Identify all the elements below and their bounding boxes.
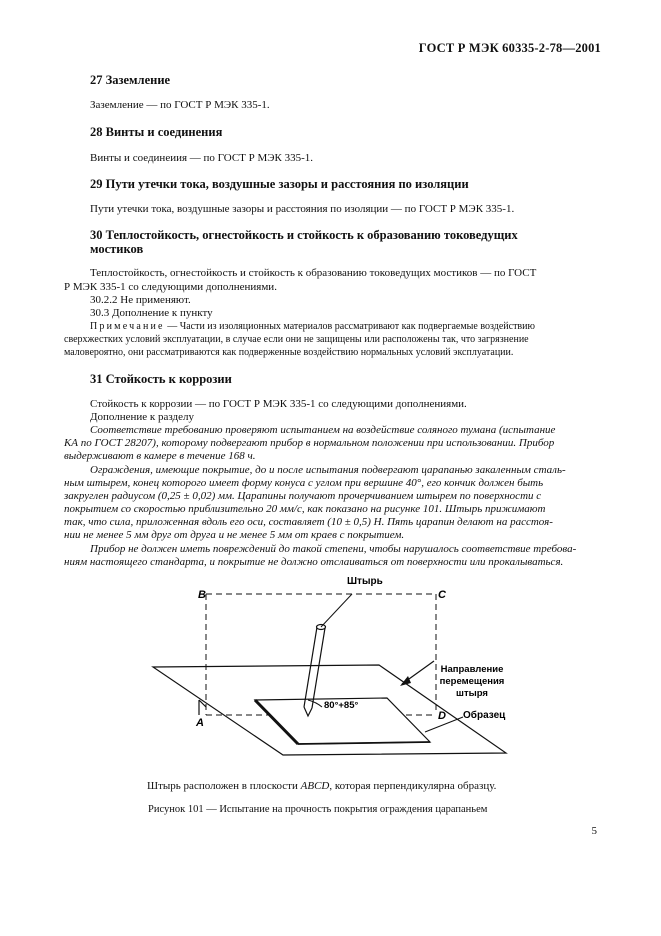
section-31-p2-line-2: ным штырем, конец которого имеет форму конуса с углом при вершине 40°, его кончик должен быть [64, 477, 544, 489]
section-30-item-1: 30.2.2 Не применяют. [90, 294, 191, 306]
section-31-p1-line-2: КА по ГОСТ 28207), которому подвергают прибор в нормальном положении при использовании. Прибор [64, 437, 555, 449]
label-a: A [196, 717, 204, 729]
section-30-item-2: 30.3 Дополнение к пункту [90, 307, 213, 319]
section-31-p1-line-3: выдерживают в камере в течение 168 ч. [64, 450, 256, 462]
section-31-p2-line-3: закруглен радиусом (0,25 ± 0,02) мм. Царапины получают прочерчиванием штырем по поверхности с [64, 490, 542, 502]
direction-label-line-1: Направление [440, 664, 504, 675]
section-27-title: 27 Заземление [90, 73, 171, 87]
label-b: B [198, 589, 206, 601]
section-27-text: Заземление — по ГОСТ Р МЭК 335-1. [90, 99, 270, 111]
pin-label: Штырь [347, 576, 383, 587]
caption-plane-name: ABCD [300, 780, 330, 792]
section-31-p2-line-5: так, что сила, приложенная вдоль его оси, составляет (10 ± 0,5) Н. Пять царапин делают на расстоя- [64, 516, 553, 528]
note-text: — Части из изоляционных материалов рассматривают как подвергаемые воздействию [164, 321, 535, 332]
section-31-text-line-1: Стойкость к коррозии — по ГОСТ Р МЭК 335-1 со следующими дополнениями. [90, 398, 467, 410]
section-29-title: 29 Пути утечки тока, воздушные зазоры и расстояния по изоляции [90, 177, 469, 191]
section-31-p2-line-4: покрытием со скоростью приблизительно 20 мм/с, как показано на рисунке 101. Штырь прижимают [64, 503, 546, 515]
section-31-p1-line-1: Соответствие требованию проверяют испытанием на воздействие соляного тумана (испытание [90, 424, 556, 436]
section-31-p2-line-6: нии не менее 5 мм друг от друга и не менее 5 мм от краев с покрытием. [64, 529, 405, 541]
section-30-title-line-1: 30 Теплостойкость, огнестойкость и стойкость к образованию токоведущих [90, 228, 518, 242]
figure-caption [147, 779, 496, 793]
sample-label: Образец [463, 710, 506, 721]
caption-text-pre: Штырь расположен в плоскости [147, 780, 301, 792]
section-30-title-line-2: мостиков [90, 242, 144, 256]
direction-label-line-3: штыря [456, 688, 488, 699]
label-d: D [438, 710, 446, 722]
figure-title: Рисунок 101 — Испытание на прочность покрытия ограждения царапаньем [148, 804, 488, 815]
section-30-note-line-1 [90, 320, 535, 334]
section-31-p2-line-1: Ограждения, имеющие покрытие, до и после испытания подвергают царапанью закаленным сталь- [90, 464, 566, 476]
section-31-title: 31 Стойкость к коррозии [90, 372, 232, 386]
figure-101-diagram [0, 570, 661, 770]
section-28-title: 28 Винты и соединения [90, 125, 223, 139]
section-31-p3-line-2: ниям настоящего стандарта, и покрытие не должно отслаиваться от поверхности или прокалываться. [64, 556, 564, 568]
section-28-text: Винты и соединеиия — по ГОСТ Р МЭК 335-1. [90, 152, 314, 164]
label-c: C [438, 589, 446, 601]
page-number: 5 [591, 825, 597, 837]
section-30-note-line-3: маловероятно, они рассматриваются как подверженные воздействию нормальных условий эксплуатации. [64, 347, 514, 358]
direction-label-line-2: перемещения [439, 676, 505, 687]
section-30-text-line-1: Теплостойкость, огнестойкость и стойкость к образованию токоведущих мостиков — по ГОСТ [90, 267, 537, 279]
document-code-header: ГОСТ Р МЭК 60335-2-78—2001 [418, 41, 601, 55]
section-31-p3-line-1: Прибор не должен иметь повреждений до такой степени, чтобы нарушалось соответствие требова- [90, 543, 577, 555]
note-label: Примечание [90, 321, 165, 332]
section-31-text-line-2: Дополнение к разделу [90, 411, 195, 423]
caption-text-post: , которая перпендикулярна образцу. [329, 780, 497, 792]
section-30-text-line-2: Р МЭК 335-1 со следующими дополнениями. [64, 281, 277, 293]
pin-leader-line [321, 594, 352, 627]
section-29-text: Пути утечки тока, воздушные зазоры и расстояния по изоляции — по ГОСТ Р МЭК 335-1. [90, 203, 515, 215]
section-30-note-line-2: сверхжестких условий эксплуатации, в случае если они не защищены или расположены так, что загрязнение [64, 334, 529, 345]
angle-label: 80°+85° [324, 700, 359, 711]
